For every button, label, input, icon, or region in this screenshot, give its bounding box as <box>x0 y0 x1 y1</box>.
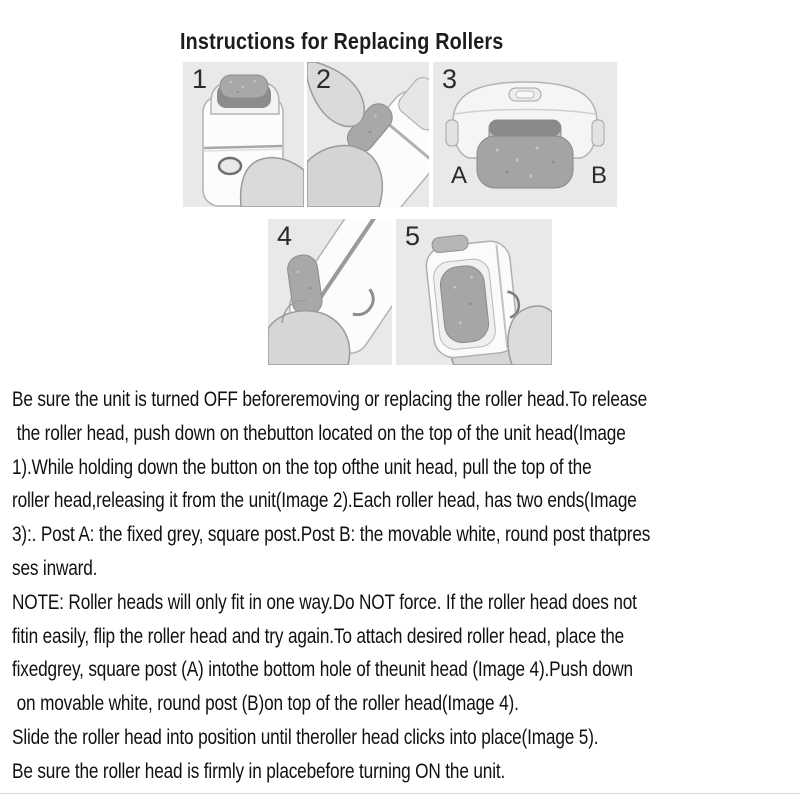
instruction-line: fitin easily, flip the roller head and try again.To attach desired roller head, place the <box>12 624 625 648</box>
instruction-line: roller head,releasing it from the unit(Image 2).Each roller head, has two ends(Image <box>12 489 637 513</box>
figure-number: 5 <box>405 221 421 251</box>
top-button-icon <box>431 235 468 254</box>
instruction-line: fixedgrey, square post (A) intothe bottom hole of theunit head (Image 4).Push down <box>12 658 633 682</box>
page-title: Instructions for Replacing Rollers <box>180 28 504 54</box>
instruction-line: the roller head, push down on thebutton located on the top of the unit head(Image <box>12 421 626 445</box>
figure-panel-3 <box>433 62 617 207</box>
figure-number: 1 <box>192 64 208 94</box>
instruction-line: on movable white, round post (B)on top of the roller head(Image 4). <box>12 692 519 716</box>
figure-number: 4 <box>277 221 293 251</box>
instruction-line: 1).While holding down the button on the top ofthe unit head, pull the top of the <box>12 455 592 479</box>
figure-panel-1 <box>183 62 304 207</box>
release-button-icon <box>219 158 241 174</box>
instruction-line: 3):. Post A: the fixed grey, square post.Post B: the movable white, round post thatpres <box>12 523 651 547</box>
finger-icon <box>241 158 304 207</box>
post-a-label: A <box>451 162 468 189</box>
roller-head-icon <box>220 75 268 98</box>
figure-panel-4 <box>268 219 392 365</box>
post-b-latch-icon <box>592 120 604 146</box>
figure-panel-2 <box>307 62 429 207</box>
bottom-divider <box>0 793 800 794</box>
instruction-text <box>12 383 800 789</box>
post-a-latch-icon <box>446 120 458 146</box>
figure-number: 3 <box>442 64 458 94</box>
figure-panel-5 <box>396 219 552 365</box>
instruction-line: NOTE: Roller heads will only fit in one way.Do NOT force. If the roller head does not <box>12 590 637 614</box>
roller-head-icon <box>477 136 573 188</box>
figure-number: 2 <box>316 64 332 94</box>
instruction-line: Slide the roller head into position until theroller head clicks into place(Image 5). <box>12 725 599 749</box>
roller-head-icon <box>439 264 491 344</box>
post-b-label: B <box>590 162 607 189</box>
instruction-line: Be sure the roller head is firmly in placebefore turning ON the unit. <box>12 759 506 783</box>
instruction-line: Be sure the unit is turned OFF beforeremoving or replacing the roller head.To release <box>12 388 648 411</box>
instruction-line: ses inward. <box>12 556 98 580</box>
